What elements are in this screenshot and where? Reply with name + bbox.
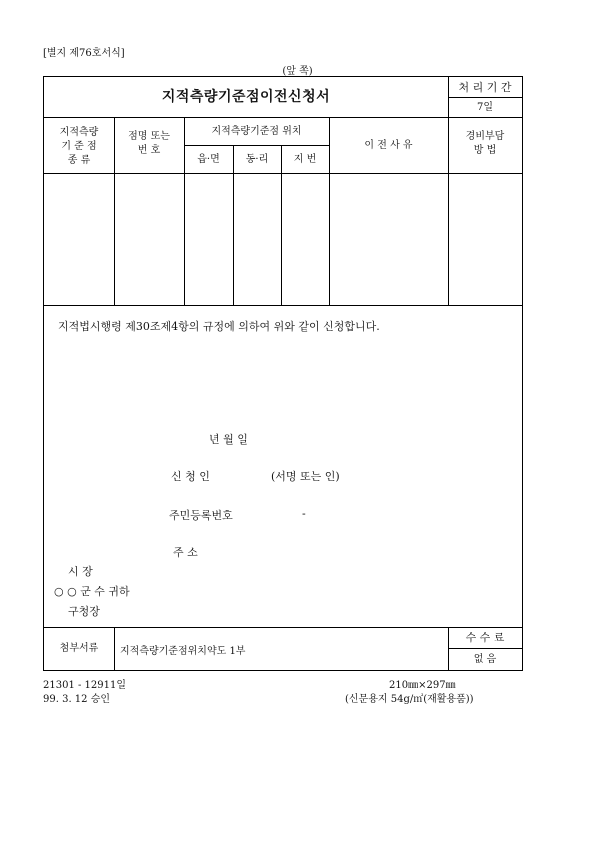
col-point-line2: 번 호	[137, 145, 161, 156]
resident-number-dash: -	[302, 507, 306, 520]
col-cost-line1: 경비부담	[465, 131, 505, 142]
processing-period-value: 7일	[476, 101, 494, 113]
application-date[interactable]: 년 월 일	[209, 433, 248, 446]
col-cost-line2: 방 법	[473, 145, 497, 156]
entry-row[interactable]	[44, 173, 522, 305]
application-statement: 지적법시행령 제30조제4항의 규정에 의하여 위와 같이 신청합니다.	[58, 320, 380, 333]
col-eup-myeon: 읍·면	[197, 153, 220, 165]
col-kind-line2: 기 준 점	[61, 141, 97, 152]
form-code: 21301 - 12911일	[43, 680, 127, 691]
col-location: 지적측량기준점 위치	[211, 125, 302, 137]
fee-value: 없 음	[473, 653, 497, 665]
application-form	[43, 76, 523, 671]
resident-number-label: 주민등록번호	[169, 509, 233, 522]
page-side-label: (앞 쪽)	[282, 66, 313, 77]
approval-date: 99. 3. 12 승인	[43, 694, 111, 705]
col-dong-ri: 동·리	[245, 153, 269, 165]
fee-label: 수 수 료	[465, 631, 505, 644]
applicant-label: 신 청 인	[171, 470, 210, 483]
address-label: 주 소	[173, 546, 198, 559]
col-point-line1: 점명 또는	[128, 131, 170, 142]
col-reason: 이 전 사 유	[364, 139, 413, 151]
signature-label[interactable]: (서명 또는 인)	[271, 470, 340, 483]
col-kind-line1: 지적측량	[59, 127, 99, 138]
paper-type: (신문용지 54g/㎡(재활용품))	[345, 694, 474, 705]
col-cost	[448, 130, 522, 158]
col-point	[114, 130, 184, 158]
processing-period-label: 처 리 기 간	[458, 80, 512, 94]
addressee-county: ○ ○ 군 수 귀하	[54, 585, 130, 598]
col-kind	[44, 126, 114, 168]
form-number: [별지 제76호서식]	[43, 48, 125, 59]
col-kind-line3: 종 류	[67, 155, 91, 166]
paper-size: 210㎜×297㎜	[389, 680, 456, 691]
col-jibun: 지 번	[293, 153, 317, 165]
attachment-label: 첨부서류	[59, 643, 99, 654]
addressee-mayor: 시 장	[68, 565, 93, 578]
addressee-district: 구청장	[68, 605, 100, 618]
form-title: 지적측량기준점이전신청서	[161, 88, 331, 105]
attachment-value: 지적측량기준점위치약도 1부	[120, 646, 246, 657]
